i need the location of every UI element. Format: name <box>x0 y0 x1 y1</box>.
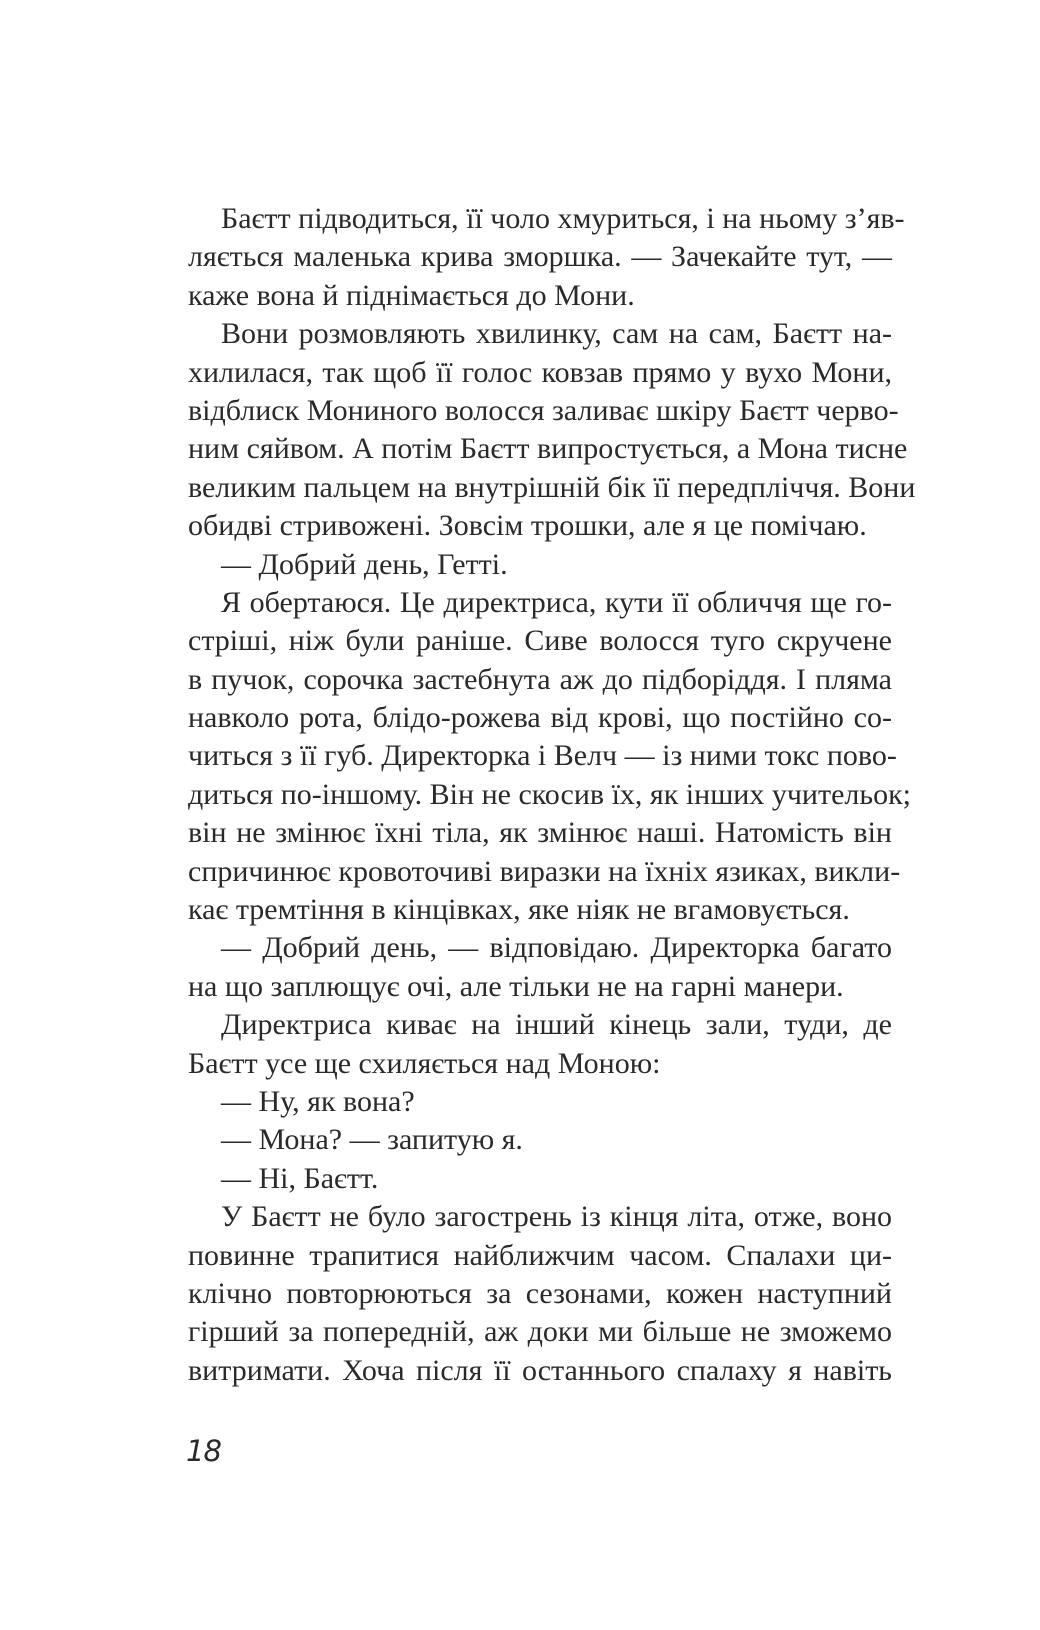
text-line: великим пальцем на внутрішній бік її передпліччя. Вони <box>188 470 916 504</box>
text-line: Баєтт усе ще схиляється над Моною: <box>188 1046 661 1080</box>
text-line: гірший за попередній, аж доки ми більше не зможемо <box>188 1315 892 1349</box>
text-line: диться по-іншому. Він не скосив їх, як інших учительок; <box>188 777 911 811</box>
text-line: витримати. Хоча після її останнього спалаху я навіть <box>188 1353 892 1387</box>
text-line: на що заплющує очі, але тільки не на гарні манери. <box>188 969 844 1003</box>
text-line: — Ні, Баєтт. <box>221 1161 379 1195</box>
text-line: він не змінює їхні тіла, як змінює наші. Натомість він <box>188 816 892 850</box>
text-line: повинне трапитися найближчим часом. Спалахи ци- <box>188 1238 892 1272</box>
text-line: ним сяйвом. А потім Баєтт випростується, а Мона тисне <box>188 432 908 466</box>
text-line: відблиск Мониного волосся заливає шкіру Баєтт черво- <box>188 393 899 427</box>
text-line: — Мона? — запитую я. <box>221 1123 523 1157</box>
text-line: каже вона й піднімається до Мони. <box>188 278 635 312</box>
body-text <box>188 200 916 1390</box>
text-line: ляється маленька крива зморшка. — Зачекайте тут, — <box>188 240 892 274</box>
text-line: — Добрий день, Гетті. <box>221 547 508 581</box>
text-line: Вони розмовляють хвилинку, сам на сам, Баєтт на- <box>221 317 892 351</box>
text-line: спричинює кровоточиві виразки на їхніх язиках, викли- <box>188 854 901 888</box>
text-line: стріші, ніж були раніше. Сиве волосся туго скручене <box>188 624 892 658</box>
text-line: читься з її губ. Директорка і Велч — із ними токс пово- <box>188 739 897 773</box>
text-line: — Добрий день, — відповідаю. Директорка багато <box>221 931 892 965</box>
text-line: У Баєтт не було загострень із кінця літа, отже, воно <box>221 1200 892 1234</box>
text-line: навколо рота, блідо-рожева від крові, що постійно со- <box>188 701 892 735</box>
text-line: Директриса киває на інший кінець зали, туди, де <box>221 1008 892 1042</box>
text-line: Я обертаюся. Це директриса, кути її обличчя ще го- <box>221 585 892 619</box>
text-line: кає тремтіння в кінцівках, яке ніяк не вгамовується. <box>188 893 850 927</box>
text-line: — Ну, як вона? <box>221 1084 415 1118</box>
text-line: клічно повторюються за сезонами, кожен наступний <box>188 1276 892 1310</box>
text-line: хилилася, так щоб її голос ковзав прямо у вухо Мони, <box>188 355 892 389</box>
text-line: в пучок, сорочка застебнута аж до підборіддя. І пляма <box>188 662 892 696</box>
page-number: 18 <box>186 1434 221 1468</box>
text-line: обидві стривожені. Зовсім трошки, але я це помічаю. <box>188 509 867 543</box>
text-line: Баєтт підводиться, її чоло хмуриться, і на ньому з’яв- <box>221 202 905 235</box>
